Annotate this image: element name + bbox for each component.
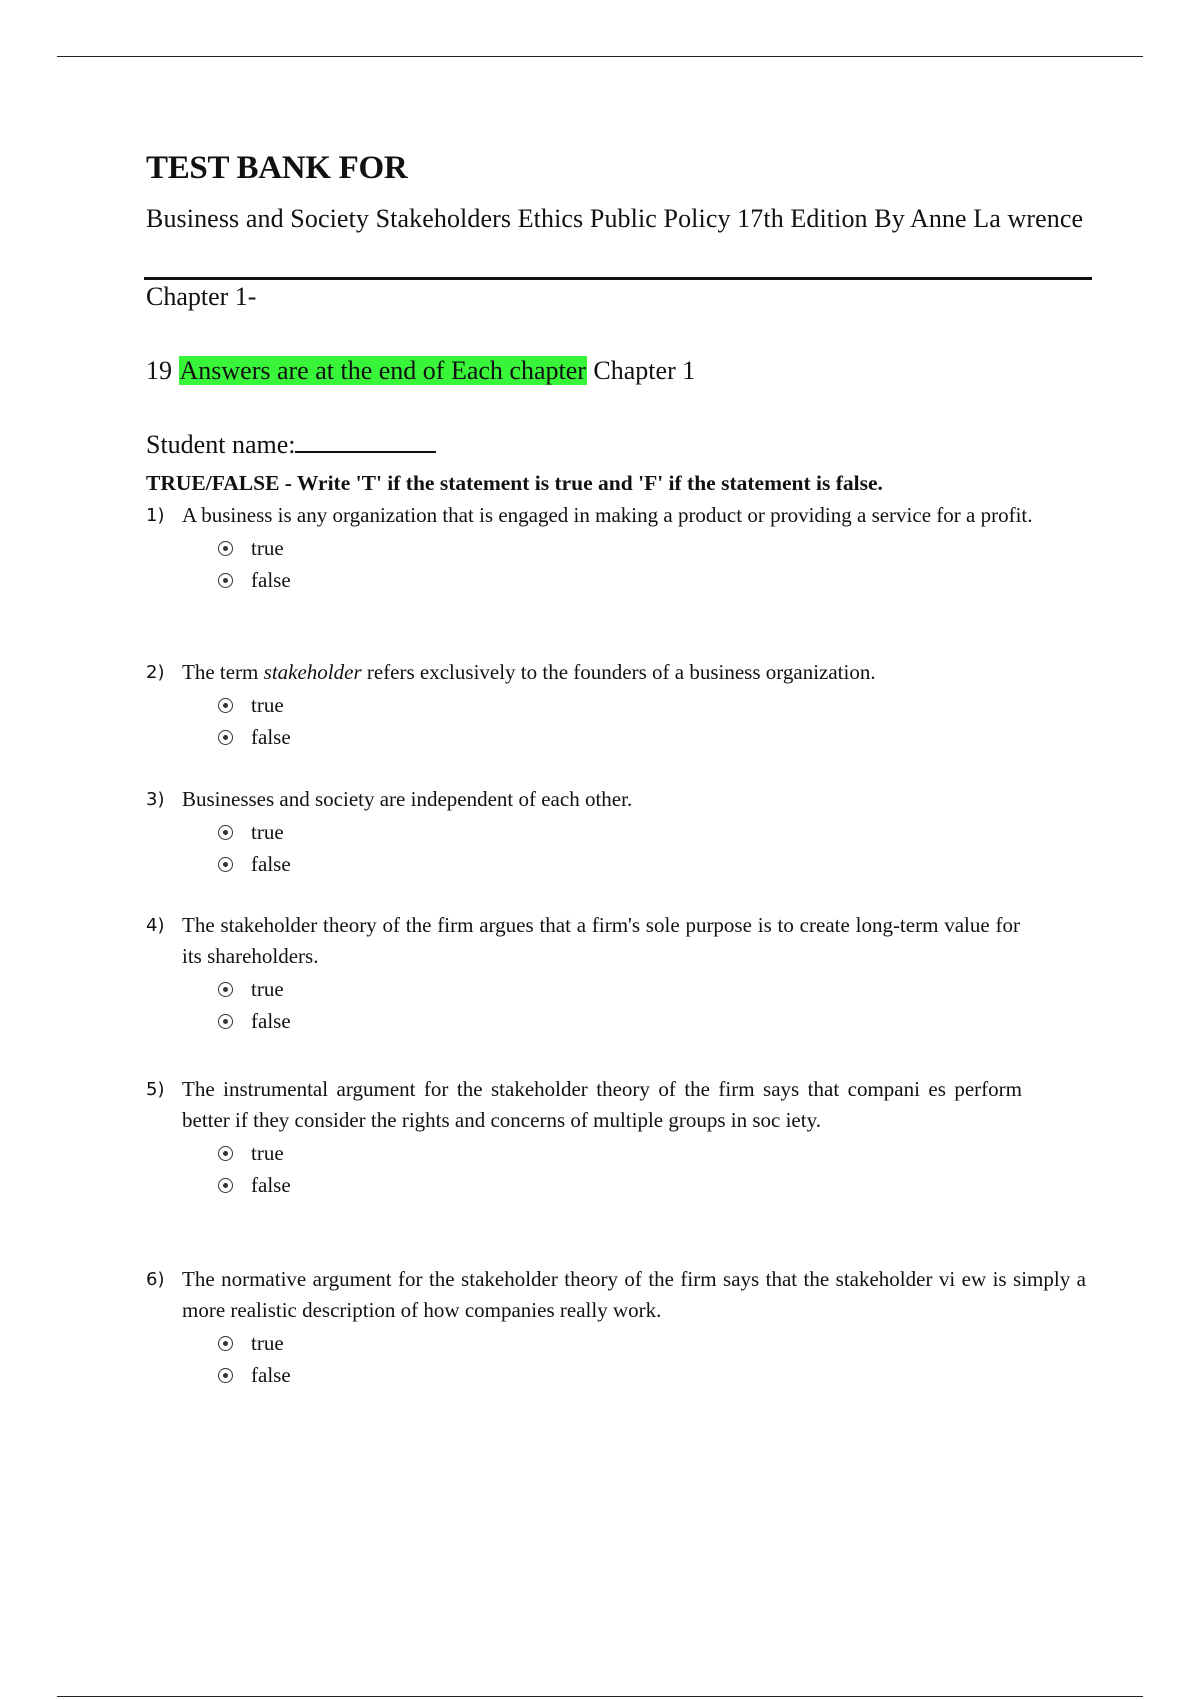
option-label: false: [251, 568, 291, 592]
option-true[interactable]: [218, 1327, 1086, 1359]
option-label: true: [251, 1331, 284, 1355]
option-label: true: [251, 977, 284, 1001]
radio-button-icon[interactable]: [218, 541, 233, 556]
option-false[interactable]: [218, 1359, 1086, 1391]
radio-button-icon[interactable]: [218, 1178, 233, 1193]
question-4: [146, 910, 1086, 1037]
question-term: stakeholder: [263, 660, 362, 684]
answers-note-highlight: Answers are at the end of Each chapter: [179, 356, 586, 385]
option-label: true: [251, 536, 284, 560]
radio-button-icon[interactable]: [218, 1336, 233, 1351]
document-title: TEST BANK FOR: [146, 150, 408, 186]
question-number: 4): [146, 915, 165, 936]
question-6: [146, 1264, 1086, 1391]
radio-button-icon[interactable]: [218, 1146, 233, 1161]
radio-button-icon[interactable]: [218, 698, 233, 713]
question-3: [146, 784, 1086, 880]
option-false[interactable]: [218, 721, 1086, 753]
book-title: Business and Society Stakeholders Ethics Public Policy 17th Edition By Anne La wrence: [146, 204, 1084, 233]
option-label: true: [251, 1141, 284, 1165]
radio-button-icon[interactable]: [218, 1014, 233, 1029]
chapter-label: Chapter 1-: [146, 282, 257, 311]
radio-button-icon[interactable]: [218, 573, 233, 588]
option-true[interactable]: [218, 973, 1086, 1005]
student-name-blank[interactable]: [295, 429, 436, 453]
student-name-label: Student name:: [146, 430, 296, 459]
option-label: true: [251, 820, 284, 844]
radio-button-icon[interactable]: [218, 857, 233, 872]
option-false[interactable]: [218, 1005, 1086, 1037]
question-text-before: The term: [182, 660, 259, 684]
question-text: Businesses and society are independent of each other.: [182, 787, 633, 811]
option-true[interactable]: [218, 689, 1086, 721]
options: [218, 973, 1086, 1037]
option-label: true: [251, 693, 284, 717]
instructions: TRUE/FALSE - Write 'T' if the statement is true and 'F' if the statement is false.: [146, 471, 883, 495]
question-text: The instrumental argument for the stakeholder theory of the firm says that compani es perform better if they consider the rights and concerns of multiple groups in soc iety.: [182, 1077, 1022, 1132]
question-number: 6): [146, 1269, 165, 1290]
title-underline: [144, 277, 1092, 280]
options: [218, 1137, 1086, 1201]
radio-button-icon[interactable]: [218, 730, 233, 745]
options: [218, 532, 1086, 596]
question-number: 2): [146, 662, 165, 683]
question-text: A business is any organization that is engaged in making a product or providing a service for a profit.: [182, 503, 1033, 527]
question-5: [146, 1074, 1086, 1201]
option-label: false: [251, 852, 291, 876]
option-true[interactable]: [218, 816, 1086, 848]
option-false[interactable]: [218, 564, 1086, 596]
option-false[interactable]: [218, 1169, 1086, 1201]
option-true[interactable]: [218, 532, 1086, 564]
page-bottom-rule: [57, 1696, 1143, 1697]
question-2: [146, 657, 1086, 753]
option-label: false: [251, 1173, 291, 1197]
option-true[interactable]: [218, 1137, 1086, 1169]
answers-note-line: [146, 355, 695, 387]
question-text: The normative argument for the stakeholder theory of the firm says that the stakeholder vi ew is simply a more realistic description of how companies really work.: [182, 1267, 1086, 1322]
question-number: 1): [146, 505, 165, 526]
student-name-line: [146, 429, 436, 461]
options: [218, 1327, 1086, 1391]
options: [218, 816, 1086, 880]
answers-suffix: Chapter 1: [593, 356, 696, 385]
question-text: The stakeholder theory of the firm argues that a firm's sole purpose is to create long-term value for its shareholders.: [182, 913, 1020, 968]
answers-prefix: 19: [146, 356, 172, 385]
page-top-rule: [57, 56, 1143, 57]
radio-button-icon[interactable]: [218, 825, 233, 840]
question-text-after: refers exclusively to the founders of a business organization.: [366, 660, 876, 684]
option-label: false: [251, 725, 291, 749]
option-label: false: [251, 1363, 291, 1387]
option-false[interactable]: [218, 848, 1086, 880]
option-label: false: [251, 1009, 291, 1033]
question-number: 3): [146, 789, 165, 810]
radio-button-icon[interactable]: [218, 1368, 233, 1383]
question-text: [182, 657, 1086, 688]
question-1: [146, 500, 1086, 596]
question-number: 5): [146, 1079, 165, 1100]
radio-button-icon[interactable]: [218, 982, 233, 997]
options: [218, 689, 1086, 753]
